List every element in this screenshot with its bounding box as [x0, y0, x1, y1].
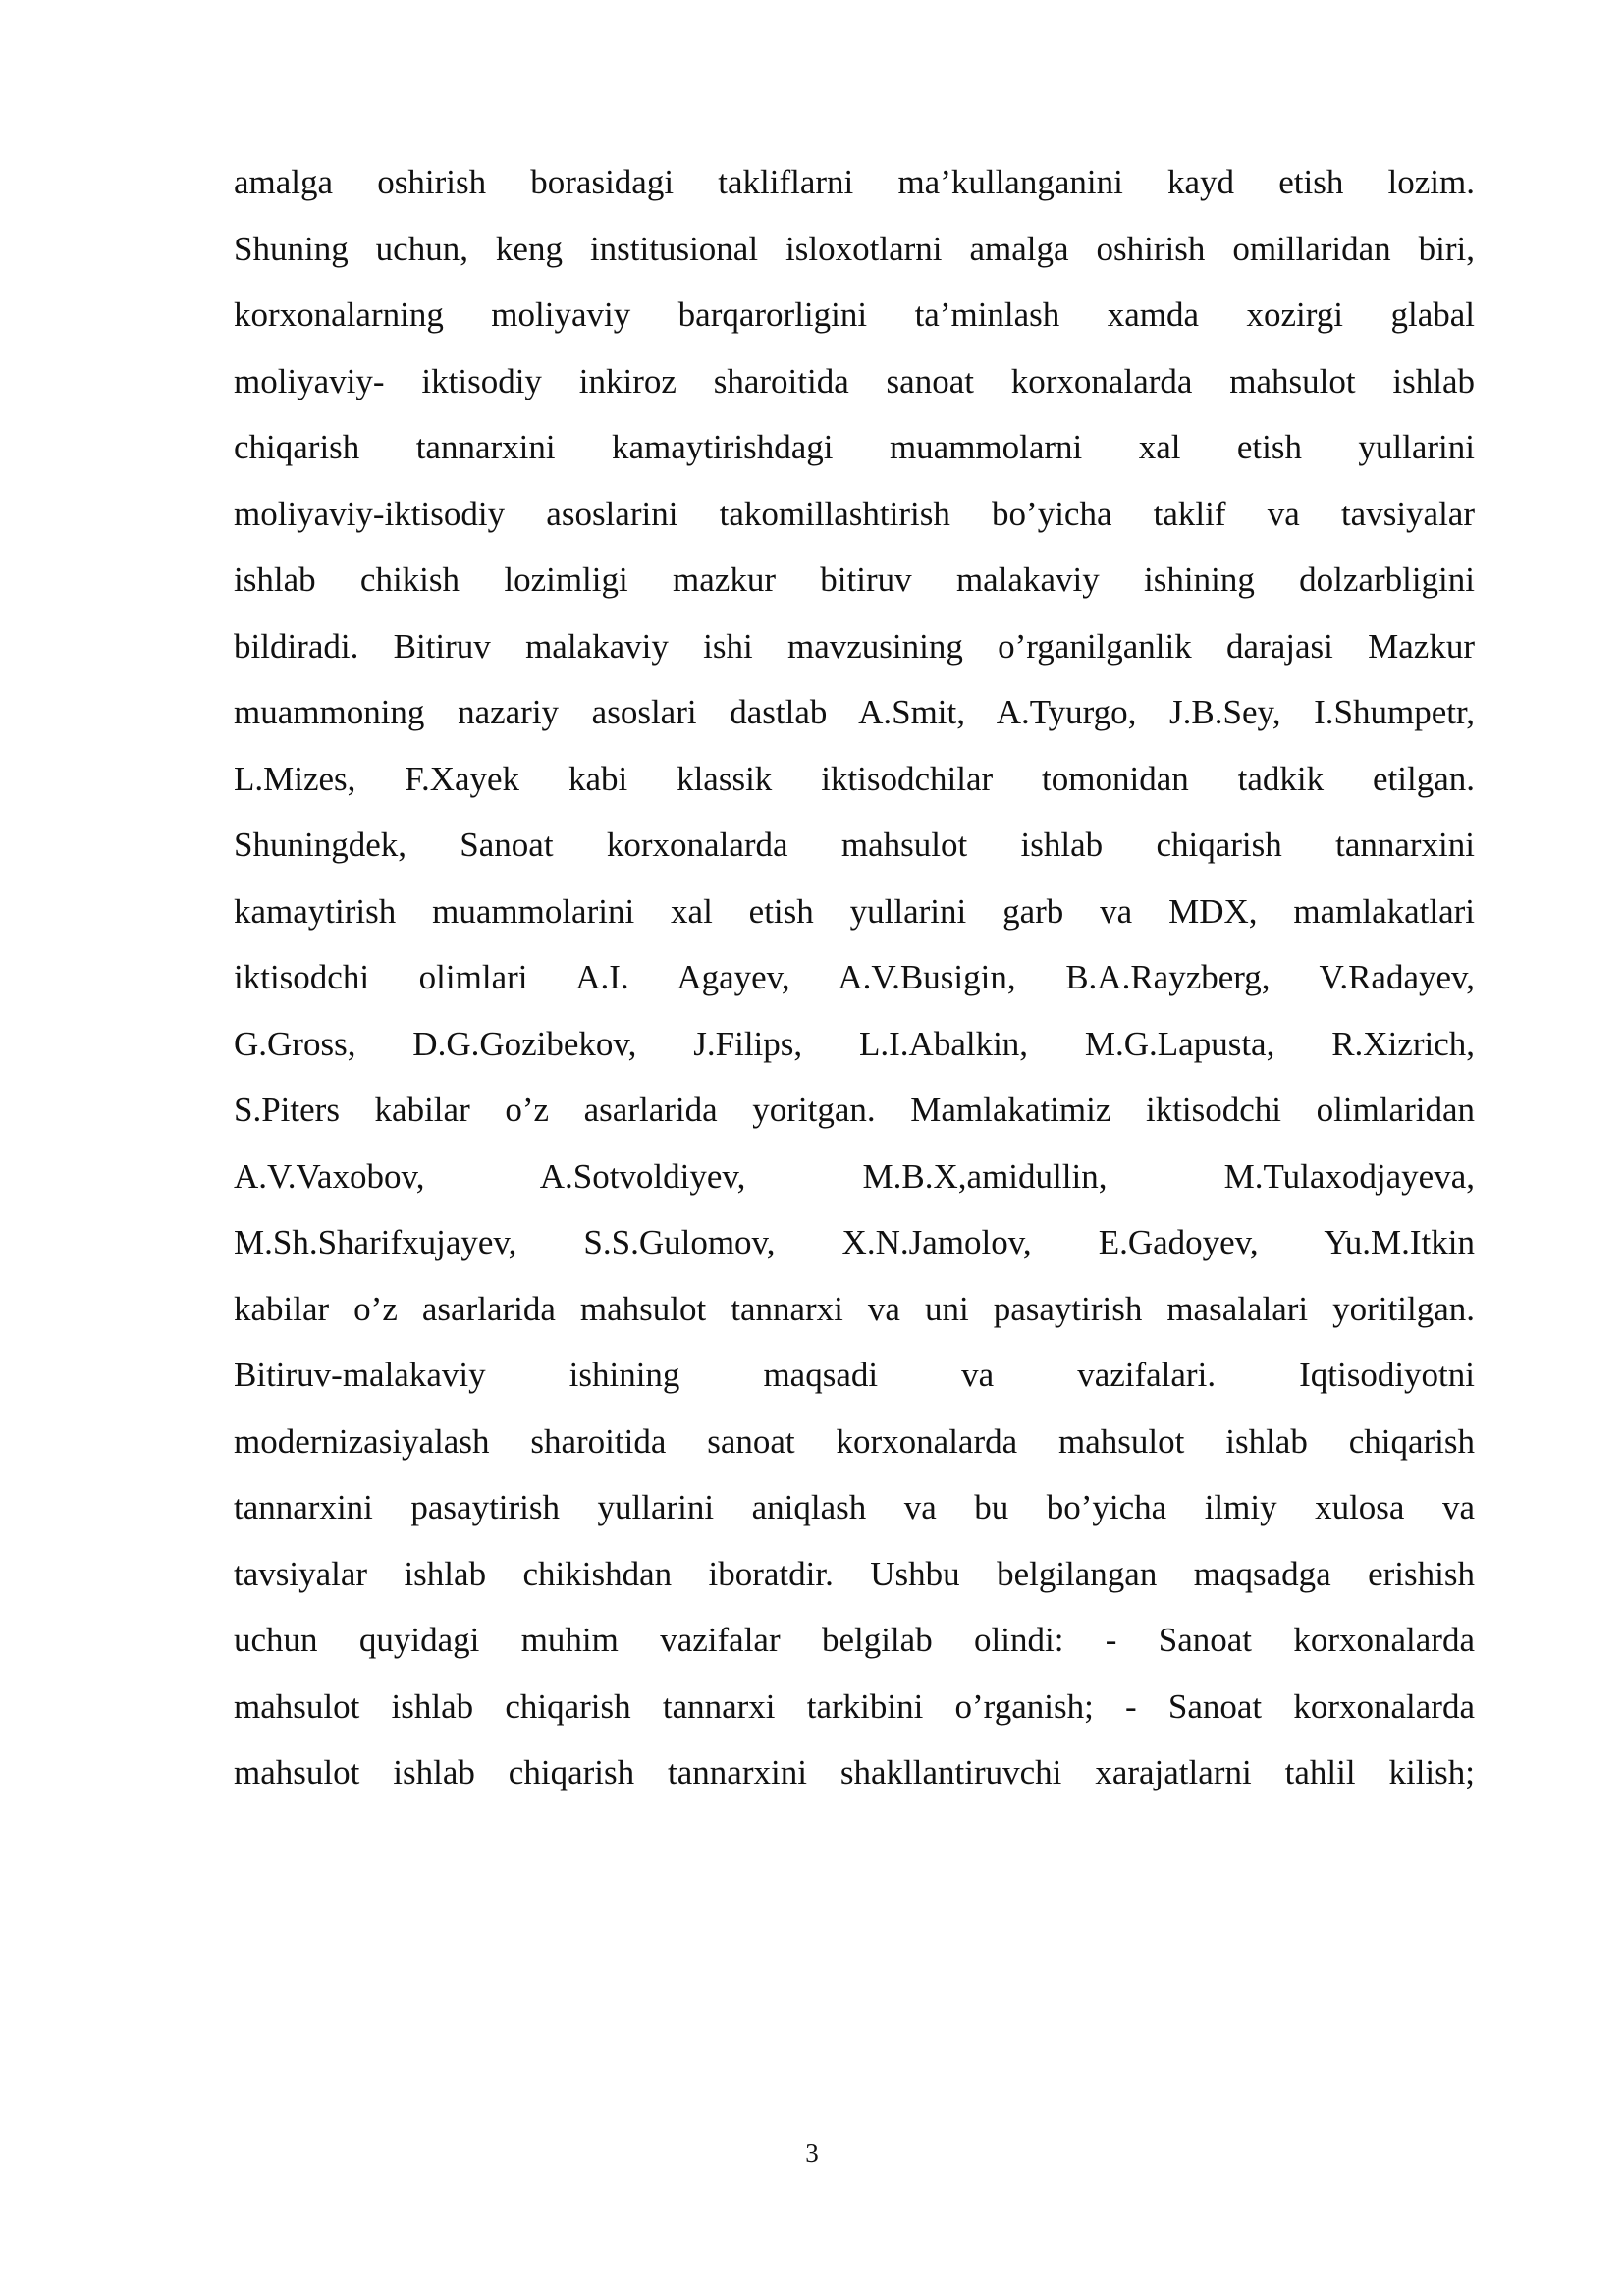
body-text — [234, 149, 1475, 1806]
text-line: S.Piters kabilar o’z asarlarida yoritgan. Mamlakatimiz iktisodchi olimlaridan — [234, 1091, 1475, 1129]
text-line: tavsiyalar ishlab chikishdan iboratdir. Ushbu belgilangan maqsadga erishish — [234, 1554, 1475, 1593]
text-line: moliyaviy-iktisodiy asoslarini takomillashtirish bo’yicha taklif va tavsiyalar — [234, 494, 1475, 533]
text-line: Shuningdek, Sanoat korxonalarda mahsulot ishlab chiqarish tannarxini — [234, 826, 1475, 864]
text-line: A.V.Vaxobov, A.Sotvoldiyev, M.B.X,amidullin, M.Tulaxodjayeva, — [234, 1156, 1475, 1196]
text-line: mahsulot ishlab chiqarish tannarxi tarkibini o’rganish; - Sanoat korxonalarda — [234, 1686, 1475, 1726]
text-line: bildiradi. Bitiruv malakaviy ishi mavzusining o’rganilganlik darajasi Mazkur — [234, 626, 1475, 666]
text-line: G.Gross, D.G.Gozibekov, J.Filips, L.I.Abalkin, M.G.Lapusta, R.Xizrich, — [234, 1024, 1475, 1063]
text-line: uchun quyidagi muhim vazifalar belgilab olindi: - Sanoat korxonalarda — [234, 1621, 1475, 1659]
text-line: Bitiruv-malakaviy ishining maqsadi va vazifalari. Iqtisodiyotni — [234, 1356, 1475, 1394]
text-line: muammoning nazariy asoslari dastlab A.Smit, A.Tyurgo, J.B.Sey, I.Shumpetr, — [234, 693, 1475, 731]
text-line: korxonalarning moliyaviy barqarorligini ta’minlash xamda xozirgi glabal — [234, 295, 1475, 334]
text-line: M.Sh.Sharifxujayev, S.S.Gulomov, X.N.Jamolov, E.Gadoyev, Yu.M.Itkin — [234, 1223, 1475, 1261]
text-line: modernizasiyalash sharoitida sanoat korxonalarda mahsulot ishlab chiqarish — [234, 1421, 1475, 1461]
text-line: iktisodchi olimlari A.I. Agayev, A.V.Busigin, B.A.Rayzberg, V.Radayev, — [234, 958, 1475, 996]
text-line: moliyaviy- iktisodiy inkiroz sharoitida sanoat korxonalarda mahsulot ishlab — [234, 361, 1475, 400]
text-line: tannarxini pasaytirish yullarini aniqlash va bu bo’yicha ilmiy xulosa va — [234, 1488, 1475, 1526]
text-line: Shuning uchun, keng institusional isloxotlarni amalga oshirish omillaridan biri, — [234, 229, 1475, 268]
text-line: amalga oshirish borasidagi takliflarni ma’kullanganini kayd etish lozim. — [234, 163, 1475, 201]
text-line: mahsulot ishlab chiqarish tannarxini shakllantiruvchi xarajatlarni tahlil kilish; — [234, 1753, 1475, 1791]
text-line: kamaytirish muammolarini xal etish yullarini garb va MDX, mamlakatlari — [234, 891, 1475, 931]
text-line: L.Mizes, F.Xayek kabi klassik iktisodchilar tomonidan tadkik etilgan. — [234, 759, 1475, 798]
text-line: ishlab chikish lozimligi mazkur bitiruv malakaviy ishining dolzarbligini — [234, 561, 1475, 599]
text-line: chiqarish tannarxini kamaytirishdagi muammolarni xal etish yullarini — [234, 428, 1475, 466]
page-number: 3 — [805, 2138, 819, 2167]
text-line: kabilar o’z asarlarida mahsulot tannarxi va uni pasaytirish masalalari yoritilgan. — [234, 1289, 1475, 1328]
